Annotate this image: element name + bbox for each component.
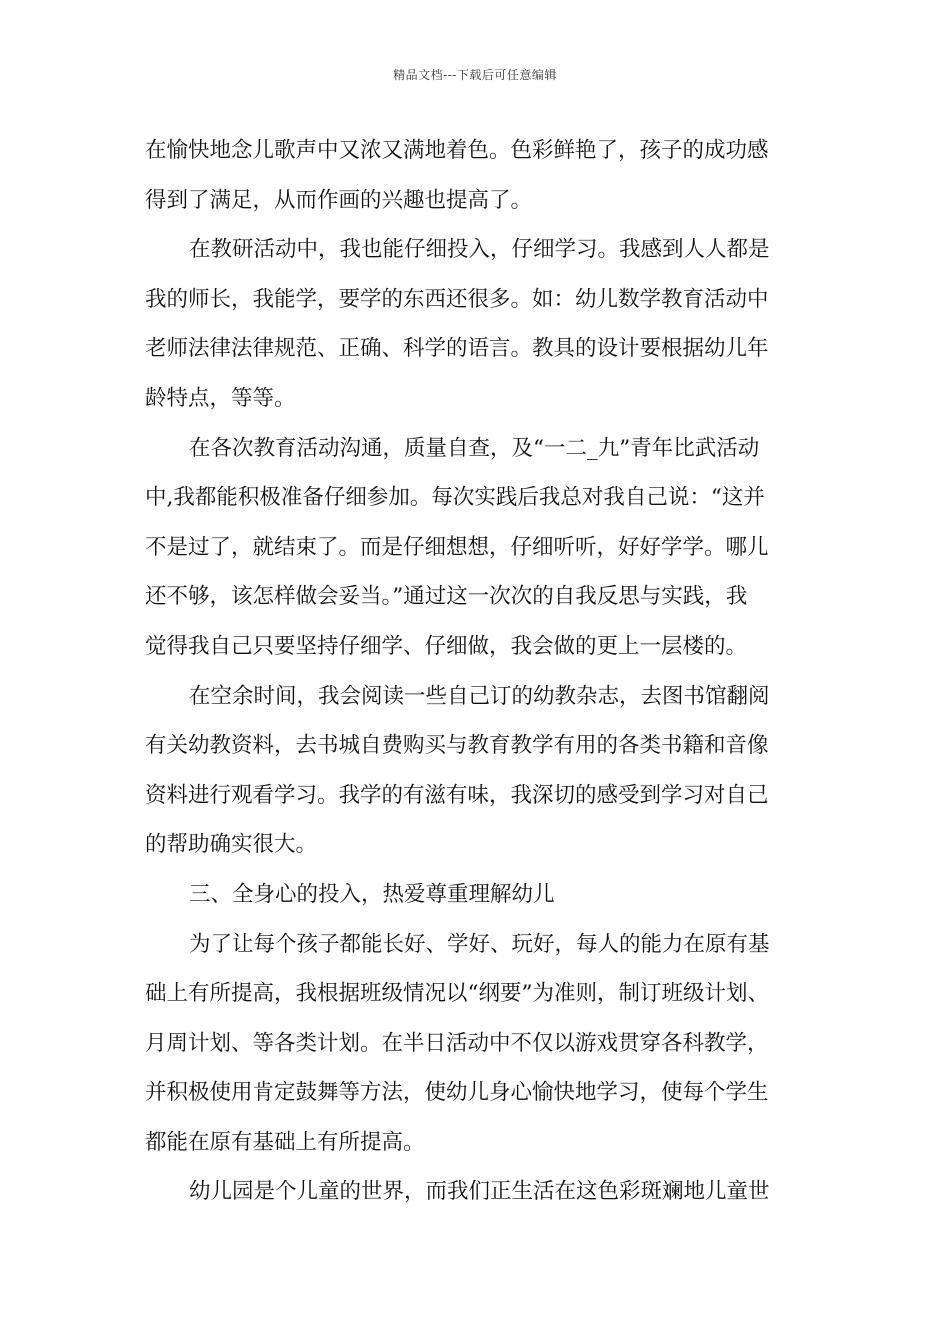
text-line: 月周计划、等各类计划。在半日活动中不仅以游戏贯穿各科教学， <box>145 1030 769 1056</box>
text-line: 在空余时间，我会阅读一些自己订的幼教杂志，去图书馆翻阅 <box>189 683 770 709</box>
text-line: 觉得我自己只要坚持仔细学、仔细做，我会做的更上一层楼的。 <box>145 633 748 659</box>
page-header: 精品文档---下载后可任意编辑 <box>393 68 557 82</box>
text-line: 在各次教育活动沟通，质量自查，及“一二_九”青年比武活动 <box>189 435 760 461</box>
text-line: 老师法律法律规范、正确、科学的语言。教具的设计要根据幼儿年 <box>145 336 769 362</box>
text-line: 在愉快地念儿歌声中又浓又满地着色。色彩鲜艳了，孩子的成功感 <box>145 138 769 163</box>
text-line: 幼儿园是个儿童的世界，而我们正生活在这色彩斑斓地儿童世 <box>189 1179 770 1205</box>
text-line: 的帮助确实很大。 <box>145 832 318 858</box>
text-line: 中,我都能积极准备仔细参加。每次实践后我总对我自己说：“这并 <box>145 485 765 511</box>
text-line: 三、全身心的投入，热爱尊重理解幼儿 <box>189 881 555 907</box>
text-line: 础上有所提高，我根据班级情况以“纲要”为准则，制订班级计划、 <box>145 981 769 1007</box>
text-line: 不是过了，就结束了。而是仔细想想，仔细听听，好好学学。哪儿 <box>145 534 769 560</box>
text-line: 在教研活动中，我也能仔细投入，仔细学习。我感到人人都是 <box>189 237 770 263</box>
text-line: 我的师长，我能学，要学的东西还很多。如：幼儿数学教育活动中 <box>145 286 769 312</box>
text-line: 龄特点，等等。 <box>145 385 296 411</box>
text-line: 资料进行观看学习。我学的有滋有味，我深切的感受到学习对自己 <box>145 782 769 808</box>
document-body <box>145 126 825 1217</box>
text-line: 为了让每个孩子都能长好、学好、玩好，每人的能力在原有基 <box>189 931 770 957</box>
text-line: 并积极使用肯定鼓舞等方法，使幼儿身心愉快地学习，使每个学生 <box>145 1080 769 1106</box>
text-line: 还不够，该怎样做会妥当。”通过这一次次的自我反思与实践，我 <box>145 584 748 610</box>
text-line: 都能在原有基础上有所提高。 <box>145 1129 425 1155</box>
text-line: 有关幼教资料，去书城自费购买与教育教学有用的各类书籍和音像 <box>145 733 769 759</box>
text-line: 得到了满足，从而作画的兴趣也提高了。 <box>145 187 533 213</box>
